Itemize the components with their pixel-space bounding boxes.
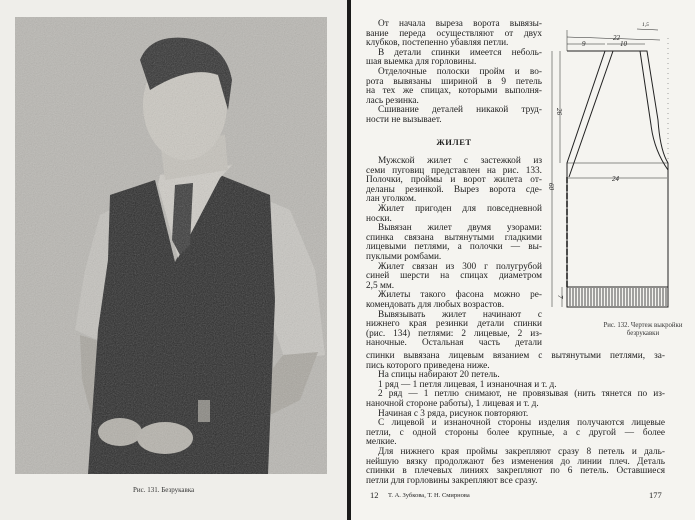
text-line: С лицевой и изнаночной стороны изделия получаются лицевые [378,418,665,429]
text-line: комендовать для любых возрастов. [366,299,505,310]
paragraph [366,352,665,371]
paragraph [366,68,542,106]
text-line: Вывязывать жилет начинают с [378,309,542,320]
paragraph [366,106,542,125]
text-line: спинки в плечевых линиях закрепляют по 6 петель. Оставшиеся [366,466,665,477]
text-line: на тех же спицах, которыми выполня- [366,86,542,97]
text-line: мелкие. [366,437,397,448]
text-line: лан уголком. [366,194,417,205]
text-line: наночной стороне работы), 1 лицевая и т. д. [366,398,539,409]
text-line: В детали спинки имеется неболь- [378,47,542,58]
text-line: 2 ряд — 1 петлю снимают, не провязывая (нить тянется по из- [378,389,665,400]
text-line: Начиная с 3 ряда, рисунок повторяют. [378,408,529,419]
text-line: пуклыми ромбами. [366,251,442,262]
text-line: вание переда осуществляют от двух [366,28,542,39]
text-line: клубков, постепенно убавляя петли. [366,38,509,49]
dim-10: 10 [620,40,627,48]
paragraph [366,311,542,349]
text-line: нижнего края резинки детали спинки [366,319,542,330]
section-heading: ЖИЛЕТ [436,137,472,147]
dim-7: 7 [556,295,564,299]
text-line: 2,5 мм. [366,280,395,291]
text-line: петли, с одной стороны более крупные, а с другой — более [366,427,665,438]
paragraph [366,20,542,49]
text-line: нейшую вязку продолжают без изменения до линии плеч. Деталь [366,456,665,467]
paragraph [366,263,542,292]
text-line: Мужской жилет с застежкой из [378,156,542,166]
dim-9: 9 [582,40,586,48]
paragraph [366,157,542,205]
text-line: Отделочные полоски пройм и во- [378,66,542,77]
dim-15: 1,5 [642,22,649,28]
text-line: Полочки, проймы и ворот жилета от- [366,175,542,186]
paragraph [366,291,542,310]
paragraph [366,224,542,262]
text-block [366,20,542,126]
text-line: пись которого приведена ниже. [366,360,490,371]
text-line: деланы резинкой. Вырез ворота сде- [366,184,542,195]
text-line: ности не вызывает. [366,114,442,125]
vest-pattern-diagram [540,0,695,340]
text-line: На спицы набирают 20 петель. [378,370,500,381]
text-line: От начала выреза ворота вывязы- [378,19,542,29]
page-number: 177 [649,490,662,500]
text-line: наночные. Остальная часть детали [366,338,542,349]
paragraph [366,390,665,409]
dim-24: 24 [612,175,619,183]
text-block [366,157,542,349]
text-line: рота вывязаны шириной в 9 петель [366,76,542,87]
text-line: 1 ряд — 1 петля лицевая, 1 изнаночная и т. д. [378,379,557,390]
text-line: Жилет связан из 300 г полугрубой [378,261,542,272]
signature-number: 12 [370,490,379,500]
paragraph [366,419,665,448]
paragraph [366,448,665,486]
text-line: Жилеты такого фасона можно ре- [378,290,542,301]
figure-132-caption-line2: безрукавки [626,330,660,337]
pattern-outline [567,51,668,287]
text-line: Жилет пригоден для повседневной [378,203,542,214]
paragraph [366,49,542,68]
footer-authors: Т. А. Зубкова, Т. Н. Смирнова [388,492,470,499]
text-line: синей шерсти на спицах диаметром [366,271,542,282]
figure-132-caption-line1: Рис. 132. Чертеж выкройки [603,322,683,329]
text-line: лицевыми петлями, а полочки — вы- [366,242,542,253]
text-line: (рис. 134) петлями: 2 лицевые, 2 из- [366,328,542,339]
rib-hatching [570,288,666,306]
text-line: шая выемка для горловины. [366,57,477,68]
text-line: петли для горловины закрепляют все сразу. [366,475,538,486]
figure-131-caption: Рис. 131. Безрукавка [133,486,195,494]
text-line: Вывязан жилет двумя узорами: [378,223,542,234]
text-line: Сшивание деталей никакой труд- [378,105,542,116]
dim-26: 26 [555,108,563,115]
dim-22: 22 [613,34,620,42]
paragraph [366,205,542,224]
text-block [366,352,665,486]
dim-60: 60 [547,183,555,190]
text-line: семи пуговиц представлен на рис. 133. [366,165,542,176]
text-line: Для нижнего края проймы закрепляют сразу 8 петель и даль- [378,446,665,457]
text-line: носки. [366,213,392,224]
text-line: спинка связана вытянутыми гладкими [366,232,542,243]
text-line: спинки вывязана лицевым вязанием с вытянутыми петлями, за- [366,351,665,361]
text-line: лась резинка. [366,95,419,106]
